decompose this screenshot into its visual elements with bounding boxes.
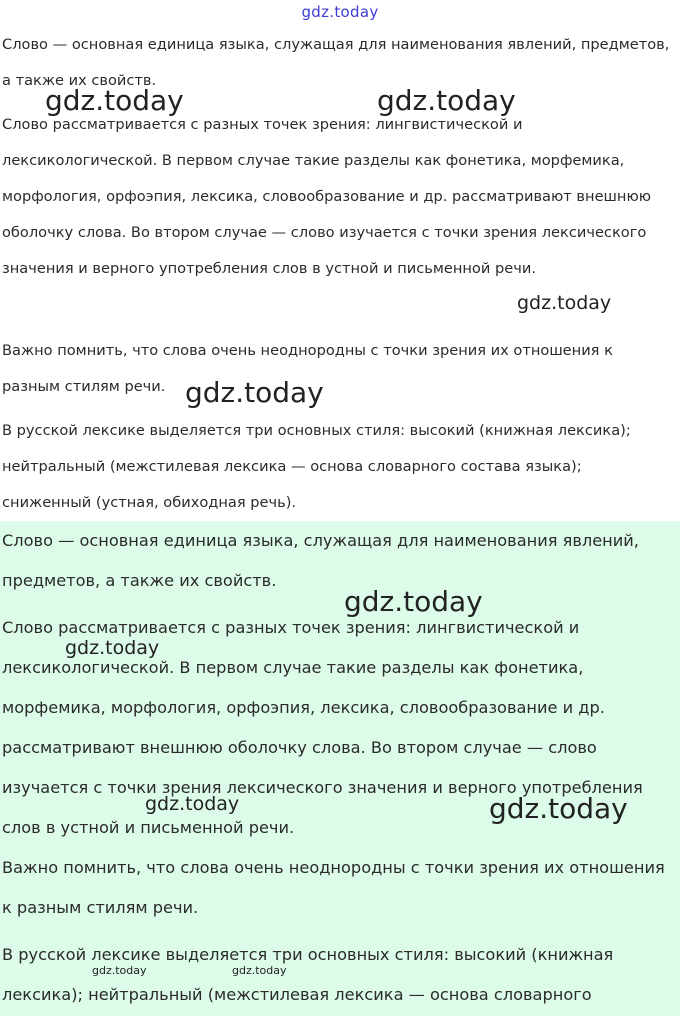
watermark-logo: gdz.today xyxy=(92,964,147,977)
watermark-logo: gdz.today xyxy=(517,292,612,314)
paragraph-viewpoints: Слово рассматривается с разных точек зрения: лингвистической и лексикологической. В первом случае такие разделы как фонетика, морфемика, морфология, орфоэпия, лексика, словообразование и др. рассматривают внешнюю оболочку слова. Во втором случае — слово изучается с точки зрения лексического значения и верного употребления слов в устной и письменной речи. xyxy=(2,116,652,277)
watermark-logo: gdz.today xyxy=(65,637,160,659)
paragraph-three-styles: В русской лексике выделяется три основных стиля: высокий (книжная лексика); нейтральный (межстилевая лексика — основа словарного состава языка); сниженный (устная, обиходная речь). xyxy=(2,422,631,511)
paragraph-definition: Слово — основная единица языка, служащая для наименования явлений, предметов, а также их свойств. xyxy=(2,531,639,590)
watermark-logo: gdz.today xyxy=(185,376,324,409)
paragraph-definition: Слово — основная единица языка, служащая для наименования явлений, предметов, а также их свойств. xyxy=(2,36,670,89)
site-link[interactable]: gdz.today xyxy=(301,3,379,21)
watermark-logo: gdz.today xyxy=(489,792,628,825)
text-section-highlighted xyxy=(0,521,680,1016)
watermark-logo: gdz.today xyxy=(344,585,483,618)
watermark-logo: gdz.today xyxy=(45,84,184,117)
watermark-logo: gdz.today xyxy=(377,84,516,117)
paragraph-styles-note: Важно помнить, что слова очень неоднородны с точки зрения их отношения к разным стилям речи. xyxy=(2,342,613,395)
paragraph-three-styles: В русской лексике выделяется три основных стиля: высокий (книжная лексика); нейтральный (межстилевая лексика — основа словарного xyxy=(2,945,614,1004)
paragraph-styles-note: Важно помнить, что слова очень неоднородны с точки зрения их отношения к разным стилям речи. xyxy=(2,858,665,917)
watermark-logo: gdz.today xyxy=(232,964,287,977)
paragraph-viewpoints: Слово рассматривается с разных точек зрения: лингвистической и лексикологической. В первом случае такие разделы как фонетика, морфемика, морфология, орфоэпия, лексика, словообразование и др. рассматривают внешнюю оболочку слова. Во втором случае — слово изучается с точки зрения лексического значения и верного употребления слов в устной и письменной речи. xyxy=(2,618,643,837)
watermark-logo: gdz.today xyxy=(145,793,240,815)
